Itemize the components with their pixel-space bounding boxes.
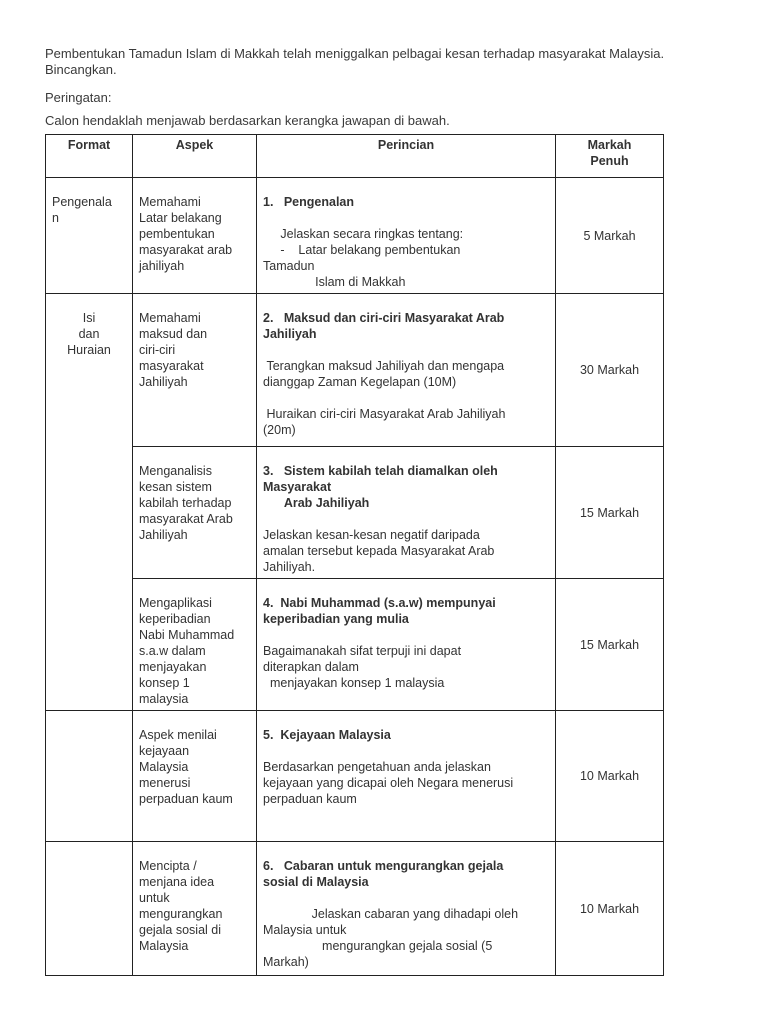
- section-title: 2. Maksud dan ciri-ciri Masyarakat Arab Jahiliyah: [263, 311, 505, 341]
- question-text: Pembentukan Tamadun Islam di Makkah telah meniggalkan pelbagai kesan terhadap masyarakat Malaysia. Bincangkan.: [45, 46, 665, 77]
- aspek-cell: Memahami Latar belakang pembentukan masyarakat arab jahiliyah: [133, 178, 257, 294]
- table-row: [46, 294, 664, 447]
- markah-cell: 10 Markah: [556, 711, 664, 842]
- section-title: 3. Sistem kabilah telah diamalkan oleh Masyarakat Arab Jahiliyah: [263, 464, 498, 510]
- header-format: Format: [46, 135, 133, 178]
- markah-cell: 5 Markah: [556, 178, 664, 294]
- warning-label: Peringatan:: [45, 90, 112, 105]
- format-cell: Isi dan Huraian: [46, 294, 133, 711]
- markah-cell: 10 Markah: [556, 842, 664, 976]
- aspek-cell: Aspek menilai kejayaan Malaysia menerusi perpaduan kaum: [133, 711, 257, 842]
- section-title: 1. Pengenalan: [263, 195, 355, 209]
- perincian-cell: 4. Nabi Muhammad (s.a.w) mempunyai keperibadian yang mulia Bagaimanakah sifat terpuji ini dapat diterapkan dalam menjayakan konsep 1 malaysia: [257, 579, 556, 711]
- perincian-cell: 3. Sistem kabilah telah diamalkan oleh Masyarakat Arab Jahiliyah Jelaskan kesan-kesan negatif daripada amalan tersebut kepada Masyarakat Arab Jahiliyah.: [257, 447, 556, 579]
- perincian-cell: 2. Maksud dan ciri-ciri Masyarakat Arab Jahiliyah Terangkan maksud Jahiliyah dan mengapa dianggap Zaman Kegelapan (10M) Huraikan ciri-ciri Masyarakat Arab Jahiliyah (20m): [257, 294, 556, 447]
- section-title: 6. Cabaran untuk mengurangkan gejala sosial di Malaysia: [263, 859, 504, 889]
- aspek-cell: Memahami maksud dan ciri-ciri masyarakat Jahiliyah: [133, 294, 257, 447]
- answer-framework-table: [45, 134, 664, 976]
- instruction-text: Calon hendaklah menjawab berdasarkan kerangka jawapan di bawah.: [45, 113, 450, 128]
- markah-cell: 15 Markah: [556, 579, 664, 711]
- format-cell: [46, 842, 133, 976]
- table-row: [46, 711, 664, 842]
- header-aspek: Aspek: [133, 135, 257, 178]
- format-cell: Pengenala n: [46, 178, 133, 294]
- perincian-cell: 5. Kejayaan Malaysia Berdasarkan pengetahuan anda jelaskan kejayaan yang dicapai oleh Negara menerusi perpaduan kaum: [257, 711, 556, 842]
- perincian-cell: 1. Pengenalan Jelaskan secara ringkas tentang: - Latar belakang pembentukan Tamadun Islam di Makkah: [257, 178, 556, 294]
- header-markah-penuh: Markah Penuh: [556, 135, 664, 178]
- table-row: [46, 842, 664, 976]
- perincian-cell: 6. Cabaran untuk mengurangkan gejala sosial di Malaysia Jelaskan cabaran yang dihadapi oleh Malaysia untuk mengurangkan gejala sosial (5 Markah): [257, 842, 556, 976]
- table-row: [46, 178, 664, 294]
- aspek-cell: Mencipta / menjana idea untuk mengurangkan gejala sosial di Malaysia: [133, 842, 257, 976]
- table-row: [46, 447, 664, 579]
- section-title: 4. Nabi Muhammad (s.a.w) mempunyai keperibadian yang mulia: [263, 596, 496, 626]
- aspek-cell: Menganalisis kesan sistem kabilah terhadap masyarakat Arab Jahiliyah: [133, 447, 257, 579]
- markah-cell: 15 Markah: [556, 447, 664, 579]
- section-title: 5. Kejayaan Malaysia: [263, 728, 391, 742]
- format-cell: [46, 711, 133, 842]
- table-header-row: [46, 135, 664, 178]
- header-perincian: Perincian: [257, 135, 556, 178]
- markah-cell: 30 Markah: [556, 294, 664, 447]
- table-row: [46, 579, 664, 711]
- aspek-cell: Mengaplikasi keperibadian Nabi Muhammad s.a.w dalam menjayakan konsep 1 malaysia: [133, 579, 257, 711]
